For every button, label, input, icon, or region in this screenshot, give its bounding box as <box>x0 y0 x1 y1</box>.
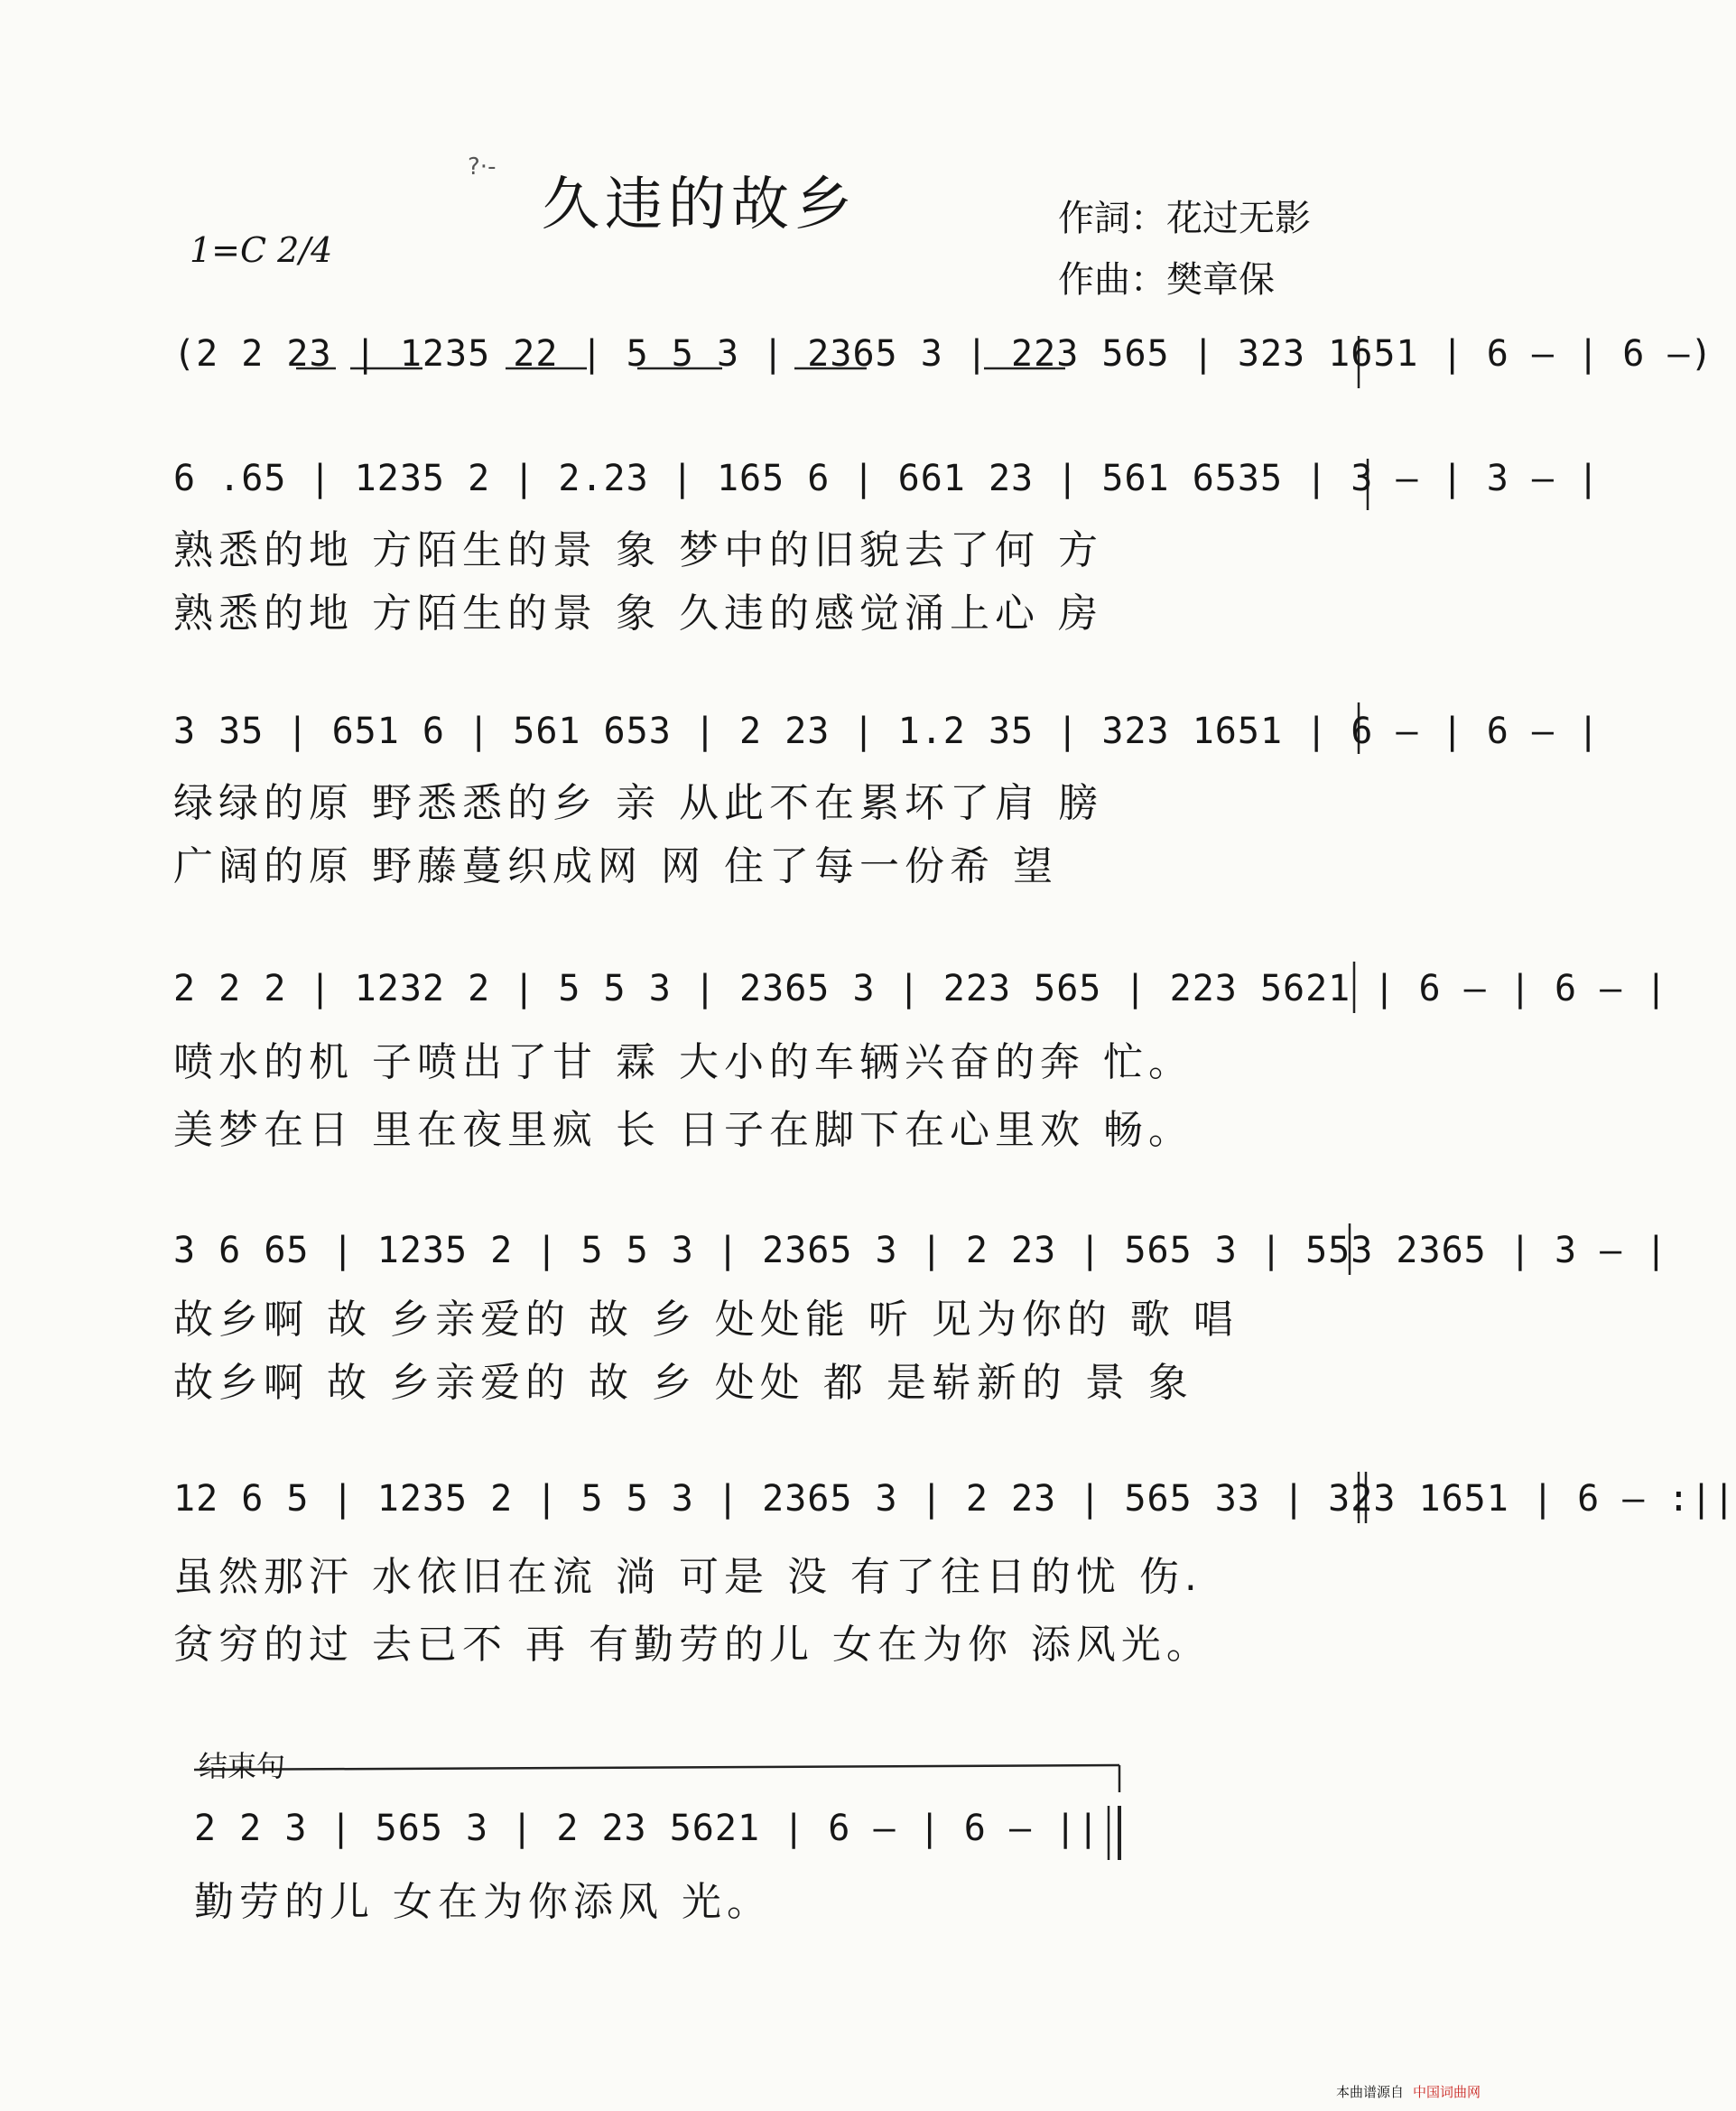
row-4-notes: 3 6 65 | 1235 2 | 5 5 3 | 2365 3 | 2 23 | 565 3 | 553 2365 | 3 — | <box>173 1230 1668 1271</box>
row-3-lyric-verse-1: 喷水的机 子喷出了甘 霖 大小的车辆兴奋的奔 忙。 <box>173 1039 1193 1085</box>
row-3-lyric-verse-2: 美梦在日 里在夜里疯 长 日子在脚下在心里欢 畅。 <box>173 1107 1193 1153</box>
ending-notes: 2 2 3 | 565 3 | 2 23 5621 | 6 — | 6 — || <box>194 1808 1100 1849</box>
row-5-notes: 12 6 5 | 1235 2 | 5 5 3 | 2365 3 | 2 23 | 565 33 | 323 1651 | 6 — :|| <box>173 1478 1736 1520</box>
page-title: 久违的故乡 <box>542 172 858 238</box>
source-credit <box>1336 2086 1481 2099</box>
lyricist-credit: 作詞：花过无影 <box>1058 198 1311 239</box>
ending-lyric: 勤劳的儿 女在为你添风 光。 <box>194 1879 772 1925</box>
row-2-notes: 3 35 | 651 6 | 561 653 | 2 23 | 1.2 35 | 323 1651 | 6 — | 6 — | <box>173 711 1601 752</box>
composer-credit: 作曲：樊章保 <box>1058 259 1275 301</box>
source-site-link[interactable]: 中国词曲网 <box>1412 2084 1481 2100</box>
row-5-lyric-verse-2: 贫穷的过 去已不 再 有勤劳的儿 女在为你 添风光。 <box>173 1622 1211 1668</box>
row-4-lyric-verse-1: 故乡啊 故 乡亲爱的 故 乡 处处能 听 见为你的 歌 唱 <box>173 1297 1239 1343</box>
row-2-lyric-verse-2: 广阔的原 野藤蔓织成网 网 住了每一份希 望 <box>173 843 1058 889</box>
row-1-lyric-verse-1: 熟悉的地 方陌生的景 象 梦中的旧貌去了何 方 <box>173 527 1103 573</box>
prelude-notes: (2 2 23 | 1235 22 | 5 5 3 | 2365 3 | 223 565 | 323 1651 | 6 — | 6 —) <box>173 333 1713 375</box>
row-3-notes: 2 2 2 | 1232 2 | 5 5 3 | 2365 3 | 223 565 | 223 5621 | 6 — | 6 — | <box>173 968 1668 1009</box>
key-signature: 1=C 2/4 <box>190 230 333 270</box>
row-1-lyric-verse-2: 熟悉的地 方陌生的景 象 久违的感觉涌上心 房 <box>173 591 1103 637</box>
row-2-lyric-verse-1: 绿绿的原 野悉悉的乡 亲 从此不在累坏了肩 膀 <box>173 780 1103 826</box>
stray-mark: ?·- <box>468 153 497 181</box>
row-4-lyric-verse-2: 故乡啊 故 乡亲爱的 故 乡 处处 都 是崭新的 景 象 <box>173 1360 1193 1406</box>
source-credit-text: 本曲谱源自 <box>1335 2084 1404 2100</box>
row-1-notes: 6 .65 | 1235 2 | 2.23 | 165 6 | 661 23 | 561 6535 | 3 — | 3 — | <box>173 458 1601 499</box>
ending-label: 结束句 <box>199 1749 286 1783</box>
row-5-lyric-verse-1: 虽然那汗 水依旧在流 淌 可是 没 有了往日的忧 伤. <box>173 1554 1202 1600</box>
